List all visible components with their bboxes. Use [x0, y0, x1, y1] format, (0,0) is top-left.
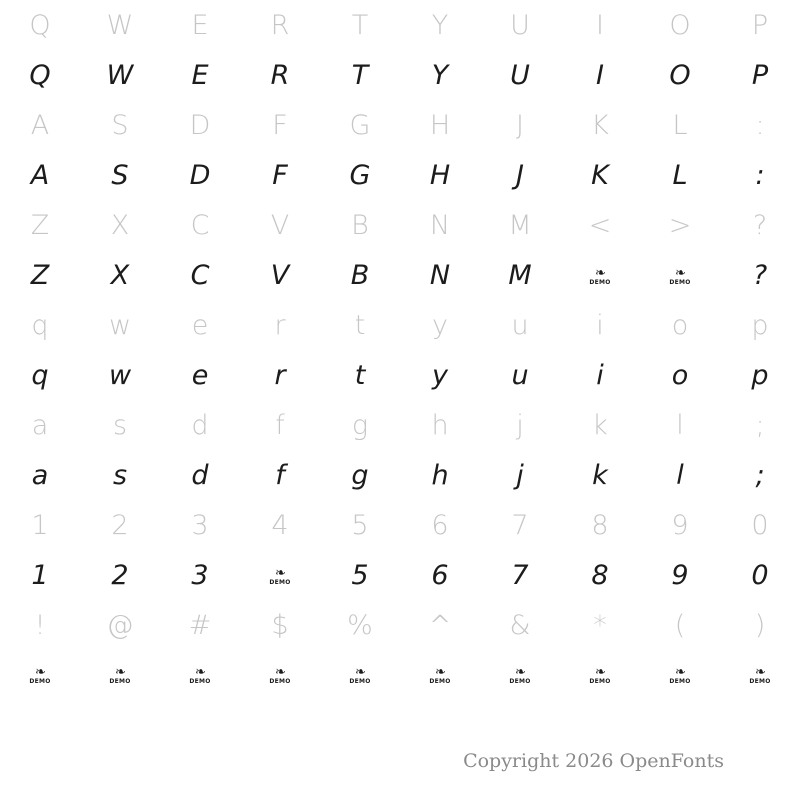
glyph-cell: C — [190, 209, 210, 241]
glyph-cell: Z — [30, 209, 50, 241]
sprout-icon — [349, 667, 370, 685]
glyph-cell: 9 — [671, 509, 689, 541]
glyph-cell: f — [275, 459, 285, 491]
demo-badge-label: DEMO — [189, 677, 211, 685]
demo-badge-icon — [640, 250, 720, 300]
glyph-cell: D — [189, 159, 211, 191]
glyph-cell: : — [755, 159, 765, 191]
glyph-cell: l — [676, 409, 684, 441]
demo-badge-label: DEMO — [429, 677, 451, 685]
glyph-cell: 0 — [751, 559, 769, 591]
glyph-cell: P — [751, 59, 769, 91]
glyph-cell: e — [191, 309, 209, 341]
glyph-cell: ( — [674, 609, 686, 641]
glyph-cell: j — [516, 409, 524, 441]
glyph-cell: * — [593, 609, 607, 641]
glyph-cell: 9 — [671, 559, 689, 591]
glyph-cell: k — [592, 459, 608, 491]
glyph-cell: r — [274, 359, 286, 391]
sprout-mark: ❧ — [35, 665, 45, 681]
glyph-cell: K — [591, 109, 609, 141]
glyph-cell: q — [31, 309, 49, 341]
sprout-mark: ❧ — [355, 665, 365, 681]
glyph-cell: < — [588, 209, 612, 241]
glyph-cell: B — [350, 259, 370, 291]
glyph-cell: V — [270, 209, 290, 241]
glyph-cell: J — [516, 159, 524, 191]
glyph-cell: B — [351, 209, 369, 241]
sprout-mark: ❧ — [275, 665, 285, 681]
glyph-cell: W — [106, 59, 134, 91]
glyph-cell: J — [516, 109, 524, 141]
glyph-row — [0, 500, 800, 550]
sprout-mark: ❧ — [595, 665, 605, 681]
demo-badge-icon — [400, 650, 480, 698]
sprout-icon — [29, 667, 50, 685]
sprout-icon — [509, 667, 530, 685]
glyph-row — [0, 200, 800, 250]
sprout-icon — [269, 667, 290, 685]
demo-badge-icon — [320, 650, 400, 698]
glyph-cell: 3 — [191, 509, 209, 541]
glyph-cell: ? — [752, 209, 768, 241]
glyph-cell: E — [191, 9, 209, 41]
glyph-cell: u — [511, 359, 529, 391]
glyph-row — [0, 600, 800, 650]
sprout-icon — [589, 268, 610, 286]
sprout-icon — [189, 667, 210, 685]
glyph-cell: s — [112, 459, 128, 491]
glyph-cell: M — [508, 259, 532, 291]
glyph-cell: G — [349, 159, 371, 191]
demo-badge-label: DEMO — [669, 677, 691, 685]
glyph-cell: D — [189, 109, 211, 141]
sprout-icon — [669, 667, 690, 685]
glyph-cell: A — [30, 109, 50, 141]
glyph-cell: Q — [29, 9, 51, 41]
glyph-cell: r — [274, 309, 286, 341]
demo-badge-icon — [240, 550, 320, 600]
glyph-row — [0, 250, 800, 300]
glyph-cell: 7 — [511, 559, 529, 591]
glyph-cell: i — [596, 309, 604, 341]
glyph-cell: @ — [106, 609, 134, 641]
glyph-cell: R — [270, 9, 290, 41]
glyph-cell: q — [31, 359, 49, 391]
demo-badge-label: DEMO — [349, 677, 371, 685]
sprout-icon — [109, 667, 130, 685]
glyph-cell: C — [190, 259, 210, 291]
glyph-cell: 5 — [351, 509, 369, 541]
glyph-cell: ) — [754, 609, 766, 641]
glyph-cell: U — [510, 59, 530, 91]
glyph-row — [0, 350, 800, 400]
demo-badge-label: DEMO — [29, 677, 51, 685]
glyph-cell: O — [669, 59, 691, 91]
glyph-row — [0, 300, 800, 350]
demo-badge-label: DEMO — [269, 677, 291, 685]
glyph-cell: G — [349, 109, 371, 141]
glyph-cell: ; — [755, 409, 765, 441]
sprout-icon — [269, 568, 290, 586]
sprout-mark: ❧ — [115, 665, 125, 681]
glyph-cell: Z — [30, 259, 50, 291]
demo-badge-icon — [480, 650, 560, 698]
glyph-cell: u — [511, 309, 529, 341]
glyph-cell: 8 — [591, 509, 609, 541]
glyph-cell: 0 — [751, 509, 769, 541]
glyph-cell: I — [596, 59, 604, 91]
glyph-cell: 1 — [31, 559, 49, 591]
glyph-cell: d — [191, 459, 209, 491]
demo-badge-icon — [0, 650, 80, 698]
glyph-cell: f — [275, 409, 285, 441]
glyph-cell: y — [432, 359, 448, 391]
demo-badge-icon — [240, 650, 320, 698]
sprout-icon — [669, 268, 690, 286]
glyph-cell: F — [272, 109, 288, 141]
glyph-cell: % — [347, 609, 373, 641]
glyph-cell: 4 — [271, 509, 289, 541]
glyph-cell: p — [751, 309, 769, 341]
glyph-cell: X — [110, 259, 130, 291]
glyph-cell: ? — [752, 259, 768, 291]
glyph-cell: t — [354, 309, 366, 341]
glyph-cell: w — [108, 359, 132, 391]
glyph-cell: & — [509, 609, 531, 641]
glyph-cell: ; — [755, 459, 765, 491]
demo-badge-icon — [720, 650, 800, 698]
sprout-icon — [749, 667, 770, 685]
glyph-cell: i — [596, 359, 604, 391]
demo-badge-label: DEMO — [589, 278, 611, 286]
glyph-cell: A — [30, 159, 50, 191]
demo-badge-icon — [640, 650, 720, 698]
demo-badge-label: DEMO — [589, 677, 611, 685]
glyph-cell: y — [432, 309, 448, 341]
glyph-cell: t — [354, 359, 366, 391]
glyph-cell: L — [672, 109, 688, 141]
demo-badge-icon — [80, 650, 160, 698]
sprout-mark: ❧ — [515, 665, 525, 681]
glyph-cell: K — [591, 159, 609, 191]
sprout-mark: ❧ — [755, 665, 765, 681]
sprout-mark: ❧ — [275, 566, 285, 582]
glyph-cell: 6 — [431, 509, 449, 541]
glyph-cell: a — [31, 409, 49, 441]
glyph-row — [0, 0, 800, 50]
glyph-cell: T — [351, 59, 369, 91]
glyph-cell: H — [429, 159, 451, 191]
demo-badge-label: DEMO — [509, 677, 531, 685]
glyph-cell: : — [755, 109, 765, 141]
glyph-cell: d — [191, 409, 209, 441]
glyph-cell: 8 — [591, 559, 609, 591]
glyph-cell: O — [669, 9, 691, 41]
glyph-cell: 3 — [191, 559, 209, 591]
glyph-cell: 5 — [351, 559, 369, 591]
glyph-cell: F — [272, 159, 288, 191]
glyph-row — [0, 650, 800, 698]
glyph-cell: l — [676, 459, 684, 491]
glyph-cell: P — [751, 9, 769, 41]
glyph-cell: 1 — [31, 509, 49, 541]
sprout-icon — [429, 667, 450, 685]
glyph-cell: > — [668, 209, 692, 241]
sprout-mark: ❧ — [675, 266, 685, 282]
glyph-cell: $ — [271, 609, 289, 641]
glyph-cell: Q — [29, 59, 51, 91]
glyph-cell: N — [429, 209, 451, 241]
glyph-cell: Y — [431, 59, 449, 91]
demo-badge-icon — [560, 250, 640, 300]
glyph-cell: U — [510, 9, 530, 41]
glyph-cell: e — [191, 359, 209, 391]
glyph-cell: I — [596, 9, 604, 41]
glyph-cell: # — [188, 609, 212, 641]
demo-badge-icon — [560, 650, 640, 698]
glyph-cell: W — [106, 9, 134, 41]
glyph-cell: H — [429, 109, 451, 141]
glyph-cell: S — [111, 159, 129, 191]
sprout-mark: ❧ — [675, 665, 685, 681]
glyph-row — [0, 550, 800, 600]
glyph-cell: o — [671, 359, 689, 391]
demo-badge-label: DEMO — [669, 278, 691, 286]
glyph-cell: g — [351, 459, 369, 491]
glyph-cell: g — [351, 409, 369, 441]
glyph-cell: h — [431, 459, 449, 491]
sprout-icon — [589, 667, 610, 685]
glyph-cell: h — [431, 409, 449, 441]
glyph-row — [0, 400, 800, 450]
glyph-cell: 7 — [511, 509, 529, 541]
glyph-cell: 2 — [111, 559, 129, 591]
glyph-cell: N — [429, 259, 451, 291]
glyph-cell: s — [112, 409, 128, 441]
glyph-cell: V — [270, 259, 290, 291]
sprout-mark: ❧ — [595, 266, 605, 282]
glyph-cell: 2 — [111, 509, 129, 541]
glyph-cell: R — [270, 59, 290, 91]
demo-badge-label: DEMO — [109, 677, 131, 685]
glyph-row — [0, 100, 800, 150]
glyph-cell: 6 — [431, 559, 449, 591]
glyph-cell: ! — [34, 609, 46, 641]
demo-badge-label: DEMO — [749, 677, 771, 685]
glyph-cell: E — [191, 59, 209, 91]
demo-badge-icon — [160, 650, 240, 698]
glyph-cell: p — [751, 359, 769, 391]
glyph-row — [0, 450, 800, 500]
glyph-cell: Y — [431, 9, 449, 41]
glyph-cell: M — [508, 209, 532, 241]
glyph-cell: o — [671, 309, 689, 341]
glyph-cell: L — [672, 159, 688, 191]
glyph-cell: w — [108, 309, 132, 341]
sprout-mark: ❧ — [195, 665, 205, 681]
copyright-notice: Copyright 2026 OpenFonts — [463, 750, 724, 772]
glyph-cell: k — [592, 409, 608, 441]
glyph-cell: j — [516, 459, 524, 491]
demo-badge-label: DEMO — [269, 578, 291, 586]
sprout-mark: ❧ — [435, 665, 445, 681]
glyph-cell: a — [31, 459, 49, 491]
glyph-cell: ^ — [428, 609, 452, 641]
glyph-row — [0, 150, 800, 200]
glyph-cell: T — [351, 9, 369, 41]
glyph-cell: S — [111, 109, 129, 141]
glyph-row — [0, 50, 800, 100]
glyph-cell: X — [110, 209, 130, 241]
